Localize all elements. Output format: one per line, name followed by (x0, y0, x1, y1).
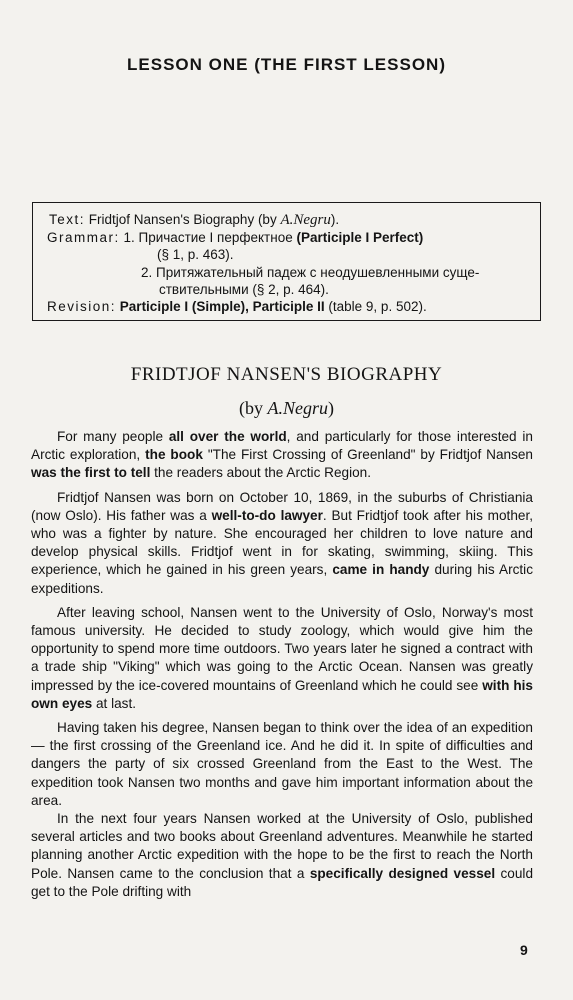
revision-bold1: Participle I (Simple), (119, 299, 249, 314)
page-number: 9 (520, 942, 528, 958)
p4-text-1: Having taken his degree, Nansen began to think over the idea of an expedition — the first crossing of the Greenland ice. And he did it. In spite of difficulties and dangers the party of six crossed Greenland from the East to the West. The expedition took Nansen two months and gave him important information about the area. (31, 720, 533, 808)
p2-text-3: during his Arctic expeditions. (31, 562, 534, 596)
byline-suffix: ) (328, 398, 334, 418)
p1-text-2: , and particularly for those interested in Arctic exploration, (31, 429, 533, 463)
article-body (31, 428, 533, 901)
paragraph-5 (31, 810, 533, 901)
revision-bold2: Participle II (252, 299, 325, 314)
paragraph-4 (31, 719, 533, 810)
grammar-item1-ru: 1. Причастие I перфектное (123, 230, 293, 245)
p3-text-2: at last. (92, 695, 137, 711)
grammar-label: Grammar: (47, 230, 120, 245)
article-title: FRIDTJOF NANSEN'S BIOGRAPHY (130, 364, 443, 385)
article-byline (0, 398, 573, 419)
lesson-title: LESSON ONE (THE FIRST LESSON) (127, 55, 446, 74)
grammar-item2-line1: 2. Притяжательный падеж с неодушевленными суще- (141, 265, 480, 280)
p2-text-2: . But Fridtjof took after his mother, who was a fighter by nature. She encouraged her children to love nature and develop physical skills. Fridtjof went in for skating, swimming, skiing. This experience, which he gained in his green years, (31, 507, 533, 578)
text-value: Fridtjof Nansen's Biography (by (88, 212, 277, 227)
p1-text-3: "The First Crossing of Greenland" by Fridtjof Nansen (202, 447, 533, 463)
revision-line (47, 298, 427, 315)
grammar-item2-line2: ствительными (§ 2, p. 464). (159, 282, 329, 297)
byline-prefix: (by (239, 398, 263, 418)
text-line (49, 211, 339, 229)
lesson-summary-box (32, 202, 541, 321)
p2-bold-1: well-to-do lawyer (211, 507, 323, 523)
grammar-item1-ref: (§ 1, p. 463). (157, 247, 234, 262)
grammar-item1-en: (Participle I Perfect) (296, 230, 424, 245)
p2-text-1: Fridtjof Nansen was born on October 10, 1869, in the suburbs of Christiania (now Oslo). His father was a (31, 489, 533, 523)
p3-bold-1: with his own eyes (31, 677, 533, 711)
p1-bold-1: all over the world (168, 429, 287, 444)
paragraph-3 (31, 604, 533, 713)
revision-ref: (table 9, p. 502). (328, 299, 427, 314)
paragraph-1 (31, 428, 533, 483)
p2-bold-2: came in handy (332, 562, 430, 578)
grammar-line-1 (47, 229, 423, 246)
p3-text-1: After leaving school, Nansen went to the University of Oslo, Norway's most famous university. He decided to study zoology, which would give him the opportunity to spend more time outdoors. Two years later he signed a contract with a trade ship "Viking" which was going to the Arctic Ocean. Nansen was greatly impressed by the ice-covered mountains of Greenland which he could see (31, 604, 533, 693)
p5-text-2: could get to the Pole drifting with (31, 865, 534, 899)
text-end: ). (330, 212, 340, 227)
p1-bold-3: was the first to tell (31, 465, 151, 481)
revision-label: Revision: (47, 299, 117, 314)
p1-bold-2: the book (145, 447, 203, 463)
byline-author: A.Negru (267, 398, 328, 418)
p5-text-1: In the next four years Nansen worked at the University of Oslo, published several articles and two books about Greenland adventures. Meanwhile he started planning another Arctic expedition with the hope to be the first to reach the North Pole. Nansen came to the conclusion that a (31, 811, 533, 881)
text-label: Text: (49, 212, 86, 227)
p1-text-4: the readers about the Arctic Region. (150, 465, 371, 481)
p1-text-1: For many people (57, 429, 169, 444)
text-author: A.Negru (280, 212, 331, 228)
paragraph-2 (31, 489, 533, 598)
p5-bold-1: specifically designed vessel (309, 865, 496, 881)
